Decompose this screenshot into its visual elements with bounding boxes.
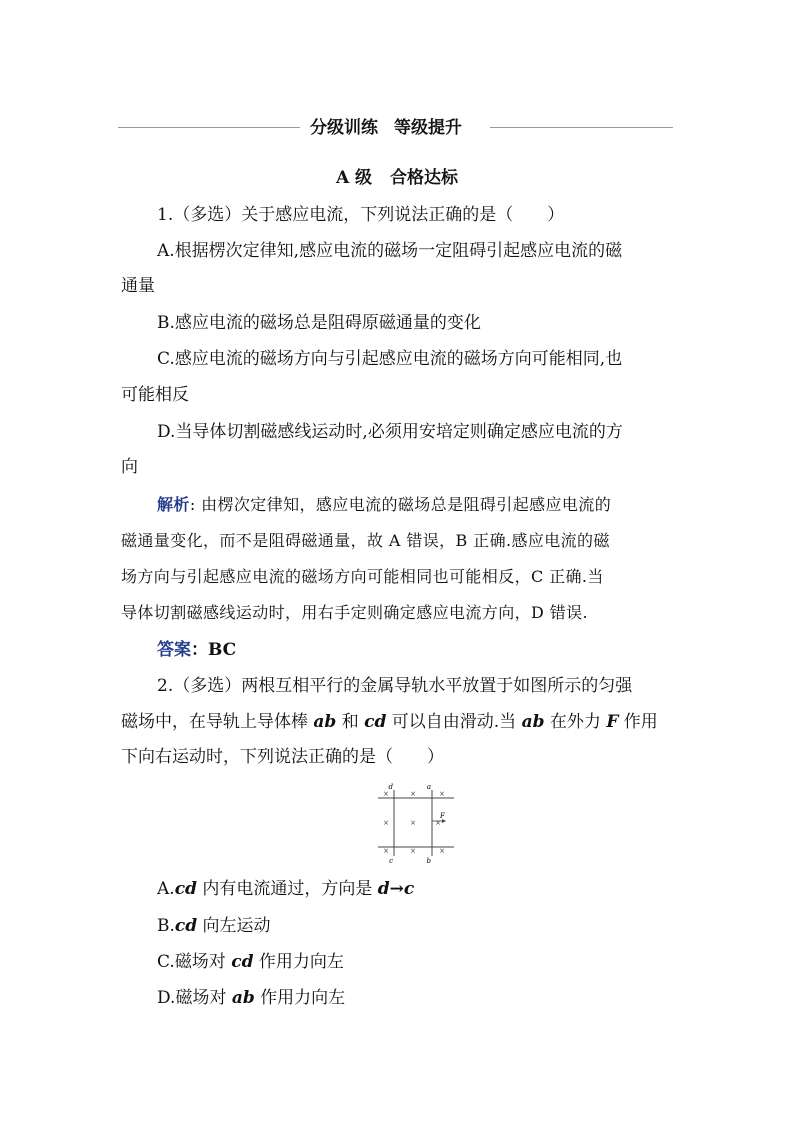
option-label: A.	[157, 241, 175, 261]
analysis-label: 解析	[157, 495, 190, 514]
answer-label: 答案	[157, 640, 191, 660]
label-c: c	[389, 857, 393, 865]
var-F: F	[606, 712, 619, 732]
q1-option-b	[121, 308, 677, 338]
q2-option-d: D.磁场对 ab 作用力向左	[157, 988, 346, 1008]
field-mark: ×	[439, 790, 445, 798]
level-name: 合格达标	[390, 168, 459, 188]
field-mark: ×	[410, 847, 416, 855]
q1-option-c-cont: 可能相反	[121, 385, 189, 405]
var-ab: ab	[521, 712, 545, 732]
q1-analysis-line-3: 场方向与引起感应电流的磁场方向可能相同也可能相反，C 正确.当	[121, 567, 604, 586]
option-text: 感应电流的磁场总是阻碍原磁通量的变化	[174, 313, 481, 333]
q1-option-d	[121, 417, 677, 447]
header-title	[310, 114, 486, 142]
rails-figure	[376, 780, 456, 866]
q1-analysis-line-4: 导体切割磁感线运动时，用右手定则确定感应电流方向，D 错误.	[121, 603, 589, 622]
option-label: B.	[157, 313, 175, 333]
q2-option-c: C.磁场对 cd 作用力向左	[157, 952, 344, 972]
label-b: b	[426, 857, 431, 865]
q1-analysis-line-1: 解析: 由楞次定律知，感应电流的磁场总是阻碍引起感应电流的	[157, 495, 612, 514]
level-title	[0, 166, 794, 190]
field-mark: ×	[410, 790, 416, 798]
header-left-rule	[118, 127, 300, 128]
field-mark: ×	[383, 819, 389, 827]
q2-stem-line-1: 2.（多选）两根互相平行的金属导轨水平放置于如图所示的匀强	[157, 676, 633, 696]
q1-answer	[121, 635, 677, 665]
q2-option-b: B.cd 向左运动	[157, 916, 271, 936]
q1-analysis-line-2: 磁通量变化，而不是阻碍磁通量，故 A 错误，B 正确.感应电流的磁	[121, 531, 610, 550]
label-d: d	[388, 783, 393, 791]
var-ab: ab	[313, 712, 337, 732]
option-text: 当导体切割磁感线运动时,必须用安培定则确定感应电流的方	[175, 422, 623, 442]
field-mark: ×	[410, 819, 416, 827]
var-cd: cd	[364, 712, 387, 732]
header-right-rule	[490, 127, 673, 128]
level-label: A 级	[335, 168, 373, 188]
q2-stem-line-2: 磁场中，在导轨上导体棒 ab 和 cd 可以自由滑动.当 ab 在外力 F 作用	[121, 712, 658, 732]
option-text: 感应电流的磁场方向与引起感应电流的磁场方向可能相同,也	[174, 349, 623, 369]
header-part1: 分级训练	[310, 118, 378, 138]
header-part2: 等级提升	[394, 118, 462, 138]
direction: d→c	[377, 879, 415, 899]
field-mark: ×	[439, 847, 445, 855]
q2-stem-line-3: 下向右运动时，下列说法正确的是（ ）	[121, 747, 444, 767]
option-label: D.	[157, 422, 176, 442]
field-marks	[383, 790, 445, 855]
q1-option-a-cont: 通量	[121, 276, 155, 296]
label-F: F	[440, 812, 445, 820]
field-mark: ×	[383, 847, 389, 855]
label-a: a	[426, 783, 431, 791]
option-text: 根据楞次定律知,感应电流的磁场一定阻碍引起感应电流的磁	[174, 241, 623, 261]
field-mark: ×	[383, 790, 389, 798]
q1-stem: 1.（多选）关于感应电流，下列说法正确的是（ ）	[157, 205, 565, 225]
q1-option-d-cont: 向	[121, 457, 138, 477]
field-mark: ×	[435, 819, 441, 827]
section-header	[118, 114, 673, 142]
option-label: C.	[157, 349, 175, 369]
q2-option-a: A.cd 内有电流通过，方向是 d→c	[157, 879, 415, 899]
q1-option-a	[121, 236, 677, 266]
answer-value: ：BC	[191, 640, 237, 660]
q1-option-c	[121, 344, 677, 374]
